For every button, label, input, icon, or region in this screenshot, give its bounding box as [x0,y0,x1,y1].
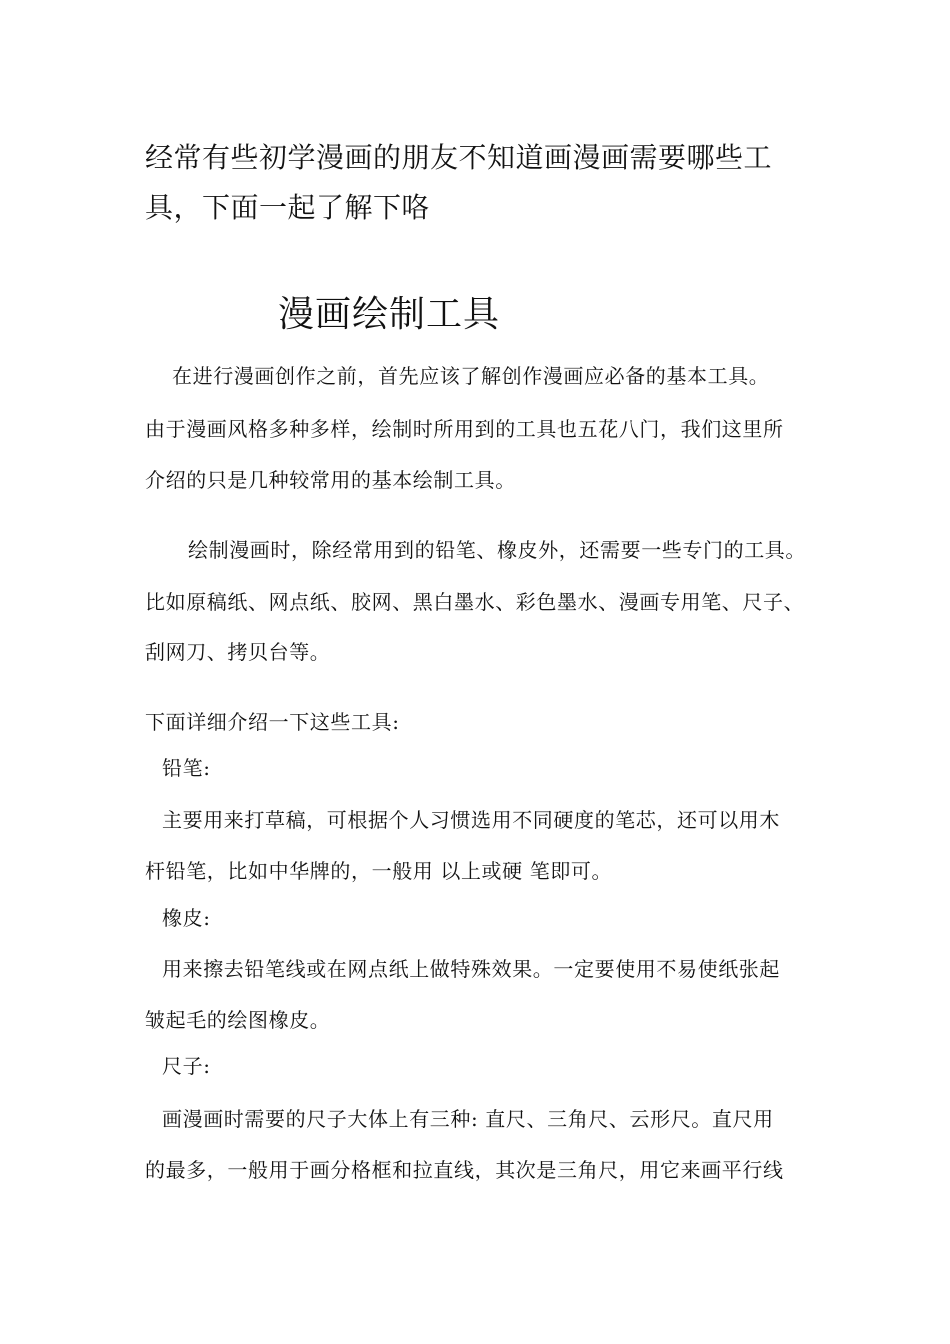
paragraph-1-line-2: 由于漫画风格多种多样，绘制时所用到的工具也五花八门，我们这里所 [145,417,784,441]
ruler-line-1: 画漫画时需要的尺子大体上有三种: 直尺、三角尺、云形尺。直尺用 [162,1107,774,1131]
paragraph-1-line-3: 介绍的只是几种较常用的基本绘制工具。 [145,468,516,492]
paragraph-2-line-2: 比如原稿纸、网点纸、胶网、黑白墨水、彩色墨水、漫画专用笔、尺子、 [145,590,805,614]
eraser-line-1: 用来擦去铅笔线或在网点纸上做特殊效果。一定要使用不易使纸张起 [162,957,780,981]
page-title: 漫画绘制工具 [278,294,501,335]
eraser-line-2: 皱起毛的绘图橡皮。 [145,1008,331,1032]
ruler-label: 尺子: [162,1054,211,1078]
pencil-label: 铅笔: [162,756,211,780]
pencil-line-2: 杆铅笔，比如中华牌的，一般用 以上或硬 笔即可。 [145,859,613,883]
paragraph-2-line-1: 绘制漫画时，除经常用到的铅笔、橡皮外，还需要一些专门的工具。 [188,538,806,562]
ruler-line-2: 的最多，一般用于画分格框和拉直线，其次是三角尺，用它来画平行线 [145,1158,784,1182]
intro-line-1: 经常有些初学漫画的朋友不知道画漫画需要哪些工 [145,141,773,174]
eraser-label: 橡皮: [162,906,211,930]
paragraph-2-line-3: 刮网刀、拷贝台等。 [145,640,331,664]
paragraph-1-line-1: 在进行漫画创作之前，首先应该了解创作漫画应必备的基本工具。 [172,364,770,388]
details-intro: 下面详细介绍一下这些工具: [145,710,400,734]
pencil-line-1: 主要用来打草稿，可根据个人习惯选用不同硬度的笔芯，还可以用木 [162,808,780,832]
intro-line-2: 具，下面一起了解下咯 [145,191,431,224]
